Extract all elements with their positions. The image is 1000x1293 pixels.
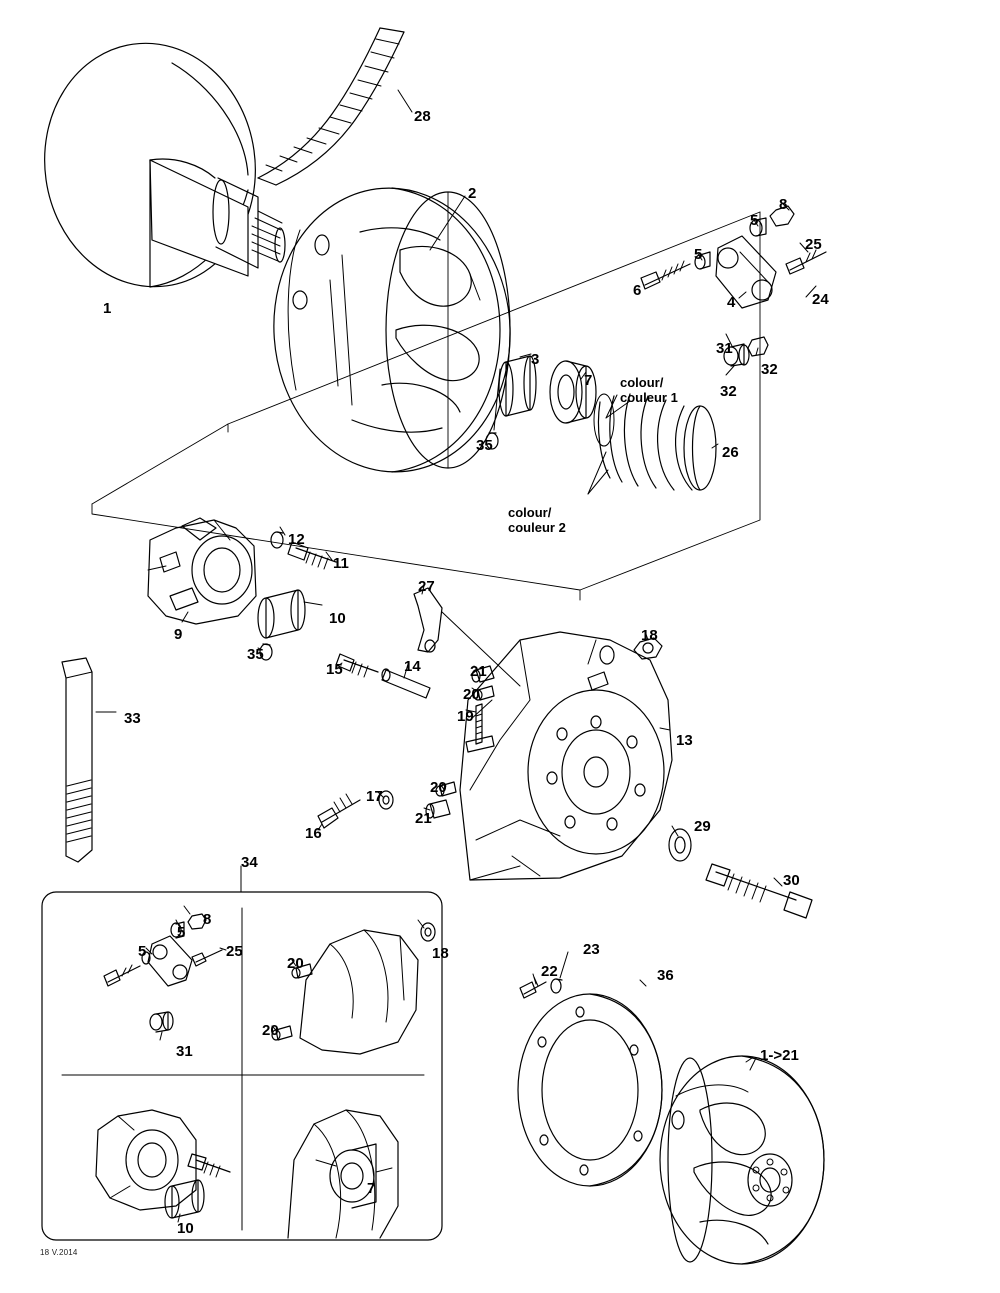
caption-line-1: colour/ bbox=[620, 375, 664, 390]
callout-number-36-50: 36 bbox=[657, 967, 674, 984]
caption-colour-2 bbox=[508, 505, 566, 535]
callout-number-21-26: 21 bbox=[470, 663, 487, 680]
callout-number-24-9: 24 bbox=[812, 291, 829, 308]
callout-number-33-30: 33 bbox=[124, 710, 141, 727]
callout-number-35-16: 35 bbox=[476, 437, 493, 454]
callout-number-3-13: 3 bbox=[531, 351, 540, 368]
callout-number-15-24: 15 bbox=[326, 661, 343, 678]
assembly-1-to-21 bbox=[660, 1056, 824, 1264]
part-27-lever-arm bbox=[414, 588, 442, 652]
callout-number-16-33: 16 bbox=[305, 825, 322, 842]
part-34-detail-box bbox=[42, 866, 442, 1240]
part-26-spring bbox=[594, 394, 716, 490]
callout-number-13-29: 13 bbox=[676, 732, 693, 749]
part-13-governor-cup bbox=[460, 632, 672, 880]
part-36-cover-plate bbox=[518, 980, 662, 1186]
callout-number-32-12: 32 bbox=[720, 383, 737, 400]
callout-number-10-46: 10 bbox=[177, 1220, 194, 1237]
part-16-bolt bbox=[318, 794, 360, 828]
callout-number-34-37: 34 bbox=[241, 854, 258, 871]
callout-number-11-18: 11 bbox=[333, 555, 349, 572]
callout-number-7-14: 7 bbox=[584, 372, 593, 389]
callout-number-7-47: 7 bbox=[367, 1180, 376, 1197]
inset-sheave-bushing bbox=[288, 1110, 398, 1238]
part-28-drive-belt bbox=[258, 28, 412, 185]
callout-number-27-22: 27 bbox=[418, 578, 435, 595]
caption-line-2: couleur 1 bbox=[620, 390, 678, 405]
callout-number-18-44: 18 bbox=[432, 945, 449, 962]
callout-number-28-1: 28 bbox=[414, 108, 431, 125]
callout-number-26-15: 26 bbox=[722, 444, 739, 461]
callout-number-14-25: 14 bbox=[404, 658, 421, 675]
part-1-fixed-sheave bbox=[29, 30, 285, 301]
inset-sliding-half bbox=[96, 1110, 230, 1222]
part-23-washer bbox=[551, 979, 562, 993]
caption-line-1: colour/ bbox=[508, 505, 552, 520]
callout-number-9-19: 9 bbox=[174, 626, 183, 643]
callout-number-25-6: 25 bbox=[805, 236, 822, 253]
part-29-washer bbox=[669, 829, 691, 861]
callout-number-20-27: 20 bbox=[463, 686, 480, 703]
callout-number-31-10: 31 bbox=[716, 340, 733, 357]
callout-number-25-41: 25 bbox=[226, 943, 243, 960]
callout-number-29-35: 29 bbox=[694, 818, 711, 835]
caption-colour-1 bbox=[620, 375, 678, 405]
callout-number-5-40: 5 bbox=[138, 943, 147, 960]
callout-number-12-17: 12 bbox=[288, 531, 305, 548]
inset-governor-cup bbox=[272, 920, 435, 1054]
callout-number-8-39: 8 bbox=[203, 911, 212, 928]
callout-number-1-0: 1 bbox=[103, 300, 112, 317]
callout-number-20-43: 20 bbox=[287, 955, 304, 972]
callout-number-22-48: 22 bbox=[541, 963, 558, 980]
diagram-footer-code: 18 V.2014 bbox=[40, 1248, 78, 1257]
part-4-lever-assembly bbox=[641, 206, 826, 366]
callout-number-30-36: 30 bbox=[783, 872, 800, 889]
part-2-movable-sheave bbox=[264, 180, 519, 480]
callout-number-31-42: 31 bbox=[176, 1043, 193, 1060]
part-10-bushing bbox=[258, 590, 305, 638]
callout-number-5-4: 5 bbox=[750, 212, 759, 229]
callout-number-10-20: 10 bbox=[329, 610, 346, 627]
callout-number-4-8: 4 bbox=[727, 294, 736, 311]
callout-number-18-23: 18 bbox=[641, 627, 658, 644]
callout-number-20-32: 20 bbox=[430, 779, 447, 796]
callout-number-6-7: 6 bbox=[633, 282, 642, 299]
callout-number-8-3: 8 bbox=[779, 196, 788, 213]
callout-number-23-49: 23 bbox=[583, 941, 600, 958]
callout-number-121-51: 1->21 bbox=[760, 1047, 799, 1064]
callout-number-5-5: 5 bbox=[694, 246, 703, 263]
callout-number-21-34: 21 bbox=[415, 810, 432, 827]
callout-number-19-28: 19 bbox=[457, 708, 474, 725]
part-9-sliding-half bbox=[148, 518, 256, 624]
caption-line-2: couleur 2 bbox=[508, 520, 566, 535]
callout-number-32-11: 32 bbox=[761, 361, 778, 378]
callout-number-5-38: 5 bbox=[177, 924, 186, 941]
callout-number-2-2: 2 bbox=[468, 185, 477, 202]
callout-number-17-31: 17 bbox=[366, 788, 383, 805]
part-33-puller-bolt bbox=[62, 658, 116, 862]
part-7-bushing bbox=[550, 361, 596, 423]
callout-number-35-21: 35 bbox=[247, 646, 264, 663]
callout-number-20-45: 20 bbox=[262, 1022, 279, 1039]
part-12-washer bbox=[271, 532, 283, 548]
part-22-bolt bbox=[520, 977, 546, 998]
